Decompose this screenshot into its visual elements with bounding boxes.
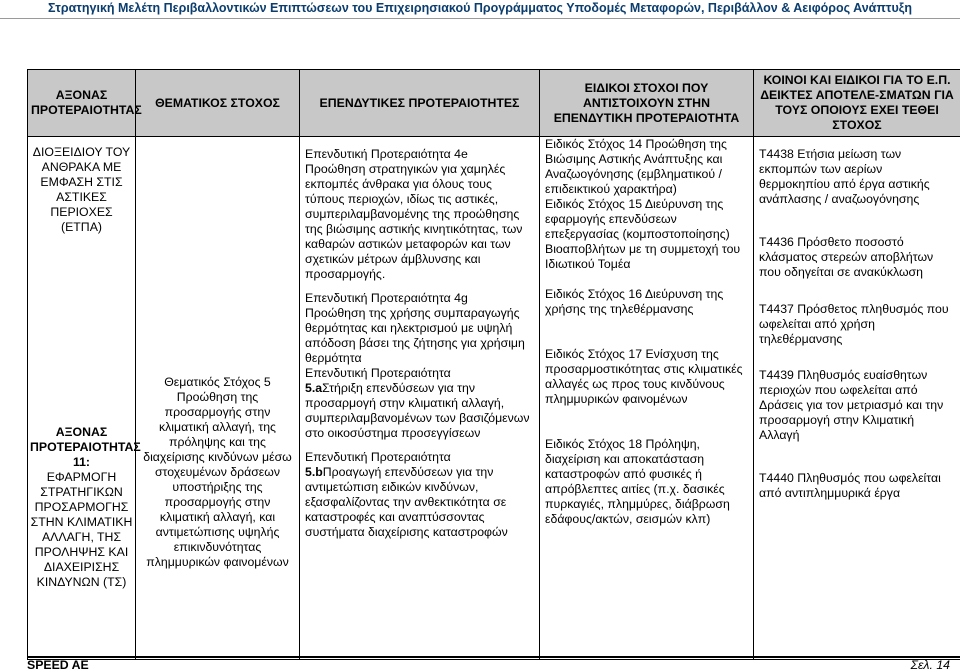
investment-priority-title: Επενδυτική Προτεραιότητα 4g (305, 291, 534, 306)
investment-priority-text: Προαγωγή επενδύσεων για την αντιμετώπιση ειδικών κινδύνων, εξασφαλίζοντας την ανθεκτικότητα σε καταστροφές και αναπτύσσοντας συστήματα διαχείρισης καταστροφών (305, 465, 508, 539)
investment-priority-4e (305, 147, 534, 282)
specific-goal-title: Ειδικός Στόχος 18 (545, 437, 642, 451)
axis-continuation-text: ΔΙΟΞΕΙΔΙΟΥ ΤΟΥ ΑΝΘΡΑΚΑ ΜΕ ΕΜΦΑΣΗ ΣΤΙΣ ΑΣΤΙΚΕΣ ΠΕΡΙΟΧΕΣ (ΕΤΠΑ) (30, 145, 133, 235)
investment-priority-code: 5.a (305, 381, 322, 395)
indicators-cell (754, 137, 960, 660)
document-title: Στρατηγική Μελέτη Περιβαλλοντικών Επιπτώσεων του Επιχειρησιακού Προγράμματος Υποδομές Μεταφορών, Περιβάλλον & Αειφόρος Ανάπτυξη (0, 1, 960, 15)
specific-goal-text: Ενίσχυση της προσαρμοστικότητας στις κλιματικές αλλαγές ως προς τους κινδύνους πλημμυρικών φαινομένων (545, 347, 743, 406)
specific-goals-cell (540, 137, 754, 660)
footer-divider (27, 656, 960, 658)
indicator-T4436: T4436 Πρόσθετο ποσοστό κλάσματος στερεών αποβλήτων που οδηγείται σε ανακύκλωση (759, 235, 955, 280)
specific-goal-15 (545, 197, 748, 272)
axis-description: ΕΦΑΡΜΟΓΗ ΣΤΡΑΤΗΓΙΚΩΝ ΠΡΟΣΑΡΜΟΓΗΣ ΣΤΗΝ ΚΛΙΜΑΤΙΚΗ ΑΛΛΑΓΗ, ΤΗΣ ΠΡΟΛΗΨΗΣ ΚΑΙ ΔΙΑΧΕΙΡΙΣΗΣ ΚΙΝΔΥΝΩΝ (ΤΣ) (30, 470, 133, 590)
specific-goal-14 (545, 137, 748, 197)
thematic-goal-title: Θεματικός Στόχος 5 (140, 375, 295, 390)
investment-priority-title: Επενδυτική Προτεραιότητα (305, 450, 534, 465)
thematic-goal-cell (136, 137, 300, 660)
axis-cell (28, 137, 136, 660)
investment-priority-5a (305, 366, 534, 441)
specific-goal-title: Ειδικός Στόχος 14 (545, 137, 642, 151)
indicator-T4440: T4440 Πληθυσμός που ωφελείται από αντιπλημμυρικά έργα (759, 471, 955, 501)
specific-goal-text: Πρόληψη, διαχείριση και αποκατάσταση καταστροφών από φυσικές ή απρόβλεπτες αιτίες (π.χ. δασικές πυρκαγιές, πλημμύρες, διάβρωση εδάφους/ακτών, σεισμών κλπ) (545, 437, 730, 526)
specific-goal-17 (545, 347, 748, 407)
page-header (0, 0, 960, 17)
specific-goal-16 (545, 287, 748, 317)
specific-goal-text: Διεύρυνση της εφαρμογής επενδύσεων επεξεργασίας (κομποστοποίησης) Βιοαποβλήτων με τη συμμετοχή του Ιδιωτικού Τομέα (545, 197, 740, 271)
investment-priority-text: Προώθηση της χρήσης συμπαραγωγής θερμότητας και ηλεκτρισμού με υψηλή απόδοση βάσει της ζήτησης για χρήσιμη θερμότητα (305, 306, 534, 366)
specific-goal-title: Ειδικός Στόχος 16 (545, 287, 642, 301)
indicator-T4438: T4438 Ετήσια μείωση των εκπομπών των αερίων θερμοκηπίου από έργα αστικής ανάπλασης / αναζωογόνησης (759, 147, 955, 207)
page-number: Σελ. 14 (911, 658, 950, 672)
investment-priority-text: Στήριξη επενδύσεων για την προσαρμογή στην κλιματική αλλαγή, συμπεριλαμβανομένων των βασιζόμενων στο οικοσύστημα προσεγγίσεων (305, 381, 530, 440)
investment-priority-code: 5.b (305, 465, 323, 479)
priorities-table (27, 69, 960, 660)
header-axis: ΑΞΟΝΑΣ ΠΡΟΤΕΡΑΙΟΤΗΤΑΣ (28, 70, 136, 137)
investment-priorities-cell (300, 137, 540, 660)
specific-goal-title: Ειδικός Στόχος 17 (545, 347, 642, 361)
investment-priority-text: Προώθηση στρατηγικών για χαμηλές εκπομπές άνθρακα για όλους τους τύπους περιοχών, ιδίως τις αστικές, συμπεριλαμβανομένης της προώθησης της βιώσιμης αστικής κινητικότητας, των καθαρών αστικών μεταφορών και των σχετικών μέτρων άμβλυνσης και προσαρμογής. (305, 162, 534, 282)
footer-company: SPEED AE (27, 658, 89, 672)
header-divider (0, 18, 960, 19)
header-indicators: ΚΟΙΝΟΙ ΚΑΙ ΕΙΔΙΚΟΙ ΓΙΑ ΤΟ Ε.Π. ΔΕΙΚΤΕΣ ΑΠΟΤΕΛΕ-ΣΜΑΤΩΝ ΓΙΑ ΤΟΥΣ ΟΠΟΙΟΥΣ ΕΧΕΙ ΤΕΘΕΙ ΣΤΟΧΟΣ (754, 70, 960, 137)
header-thematic-goal: ΘΕΜΑΤΙΚΟΣ ΣΤΟΧΟΣ (136, 70, 300, 137)
header-investment-priorities: ΕΠΕΝΔΥΤΙΚΕΣ ΠΡΟΤΕΡΑΙΟΤΗΤΕΣ (300, 70, 540, 137)
investment-priority-title: Επενδυτική Προτεραιότητα (305, 366, 534, 381)
specific-goal-text: Προώθηση της Βιώσιμης Αστικής Ανάπτυξης και Αναζωογόνησης (εμβληματικού / επιδεικτικού χαρακτήρα) (545, 137, 727, 196)
specific-goal-18 (545, 437, 748, 527)
investment-priority-4g (305, 291, 534, 366)
investment-priority-title: Επενδυτική Προτεραιότητα 4e (305, 147, 534, 162)
investment-priority-5b (305, 450, 534, 540)
specific-goal-title: Ειδικός Στόχος 15 (545, 197, 642, 211)
indicator-T4439: T4439 Πληθυσμός ευαίσθητων περιοχών που ωφελείται από Δράσεις για τον μετριασμό και την προσαρμογή στην Κλιματική Αλλαγή (759, 368, 955, 443)
indicator-T4437: T4437 Πρόσθετος πληθυσμός που ωφελείται από χρήση τηλεθέρμανσης (759, 302, 955, 347)
thematic-goal-text: Προώθηση της προσαρμογής στην κλιματική αλλαγή, της πρόληψης και της διαχείρισης κινδύνων μέσω στοχευμένων δράσεων υποστήριξης της προσαρμογής στην κλιματική αλλαγή, και αντιμετώπισης υψηλής επικινδυνότητας πλημμυρικών φαινομένων (140, 390, 295, 570)
header-specific-goals: ΕΙΔΙΚΟΙ ΣΤΟΧΟΙ ΠΟΥ ΑΝΤΙΣΤΟΙΧΟΥΝ ΣΤΗΝ ΕΠΕΝΔΥΤΙΚΗ ΠΡΟΤΕΡΑΙΟΤΗΤΑ (540, 70, 754, 137)
axis-title: ΑΞΟΝΑΣ ΠΡΟΤΕΡΑΙΟΤΗΤΑΣ 11: (30, 425, 133, 470)
table-header-row (28, 70, 960, 137)
specific-goal-text: Διεύρυνση της χρήσης της τηλεθέρμανσης (545, 287, 723, 316)
table-row (28, 137, 960, 660)
